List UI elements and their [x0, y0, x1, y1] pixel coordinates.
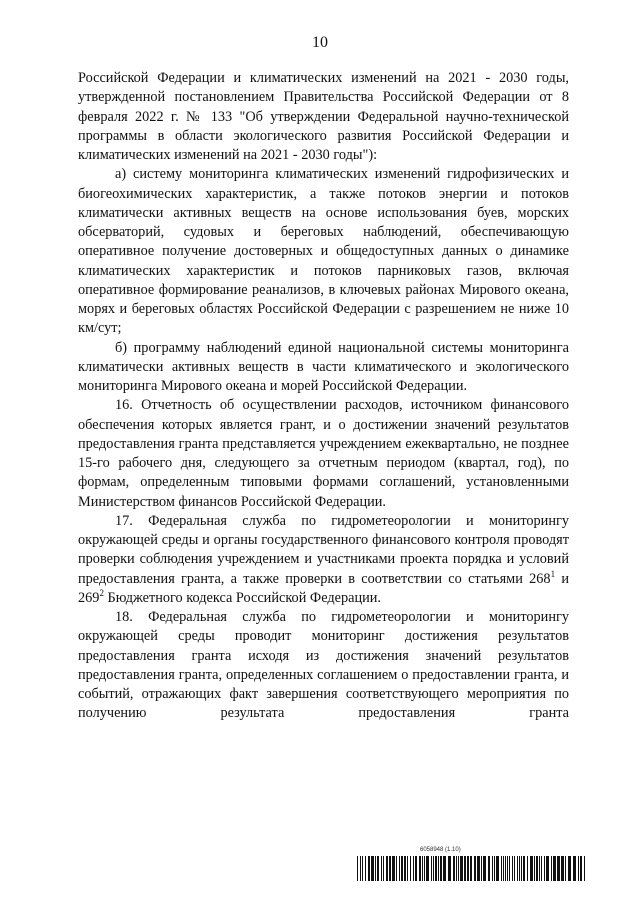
paragraph-program-intro: Российской Федерации и климатических изменений на 2021 - 2030 годы, утвержденной постановлением Правительства Российской Федерации от 8 февраля 2022 г. № 133 "Об утверждении Федеральной научно-технической программы в области экологического развития Российской Федерации и климатических изменений на 2021 - 2030 годы"):	[78, 70, 569, 163]
paragraph-18: 18. Федеральная служба по гидрометеорологии и мониторингу окружающей среды проводит мониторинг достижения результатов предоставления гранта исходя из достижения значений результатов предоставления гранта, определенных соглашением о предоставлении гранта, и событий, отражающих факт завершения соответствующего мероприятия по получению результата предоставления гранта	[78, 609, 569, 722]
footnote-sup-1: 1	[550, 568, 556, 579]
footnote-sup-2: 2	[99, 587, 104, 598]
paragraph-item-a: а) систему мониторинга климатических изменений гидрофизических и биогеохимических характеристик, а также потоков энергии и потоков климатически активных веществ на основе использования буев, морских обсерваторий, судовых и береговых наблюдений, обеспечивающую оперативное получение достоверных и общедоступных данных о динамике климатических характеристик и потоков парниковых газов, включая оперативное формирование реанализов, в ключевых районах Мирового океана, морях и береговых областях Российской Федерации с разрешением не ниже 10 км/сут;	[78, 166, 569, 337]
paragraph-item-b: б) программу наблюдений единой национальной системы мониторинга климатически активных веществ в части климатического и экологического мониторинга Мирового океана и морей Российской Федерации.	[78, 339, 569, 394]
paragraph-17	[78, 512, 569, 608]
paragraph-17-text-middle: и 269	[78, 570, 569, 606]
paragraph-16: 16. Отчетность об осуществлении расходов, источником финансового обеспечения которых является грант, и о достижении значений результатов предоставления гранта представляется учреждением ежеквартально, не позднее 15-го рабочего дня, следующего за отчетным периодом (квартал, год), по формам, определенным типовыми формами соглашений, установленными Министерством финансов Российской Федерации.	[78, 397, 569, 510]
barcode-image	[357, 856, 587, 881]
page-number: 10	[312, 34, 328, 51]
document-code: 6058948 (1.10)	[420, 847, 461, 853]
paragraph-17-text-before: 17. Федеральная служба по гидрометеорологии и мониторингу окружающей среды и органы государственного финансового контроля проводят проверки соблюдения учреждением и участниками проекта порядка и условий предоставления гранта, а также проверки в соответствии со статьями 268	[78, 512, 569, 587]
document-body	[78, 69, 569, 724]
paragraph-17-text-after: Бюджетного кодекса Российской Федерации.	[103, 589, 382, 606]
